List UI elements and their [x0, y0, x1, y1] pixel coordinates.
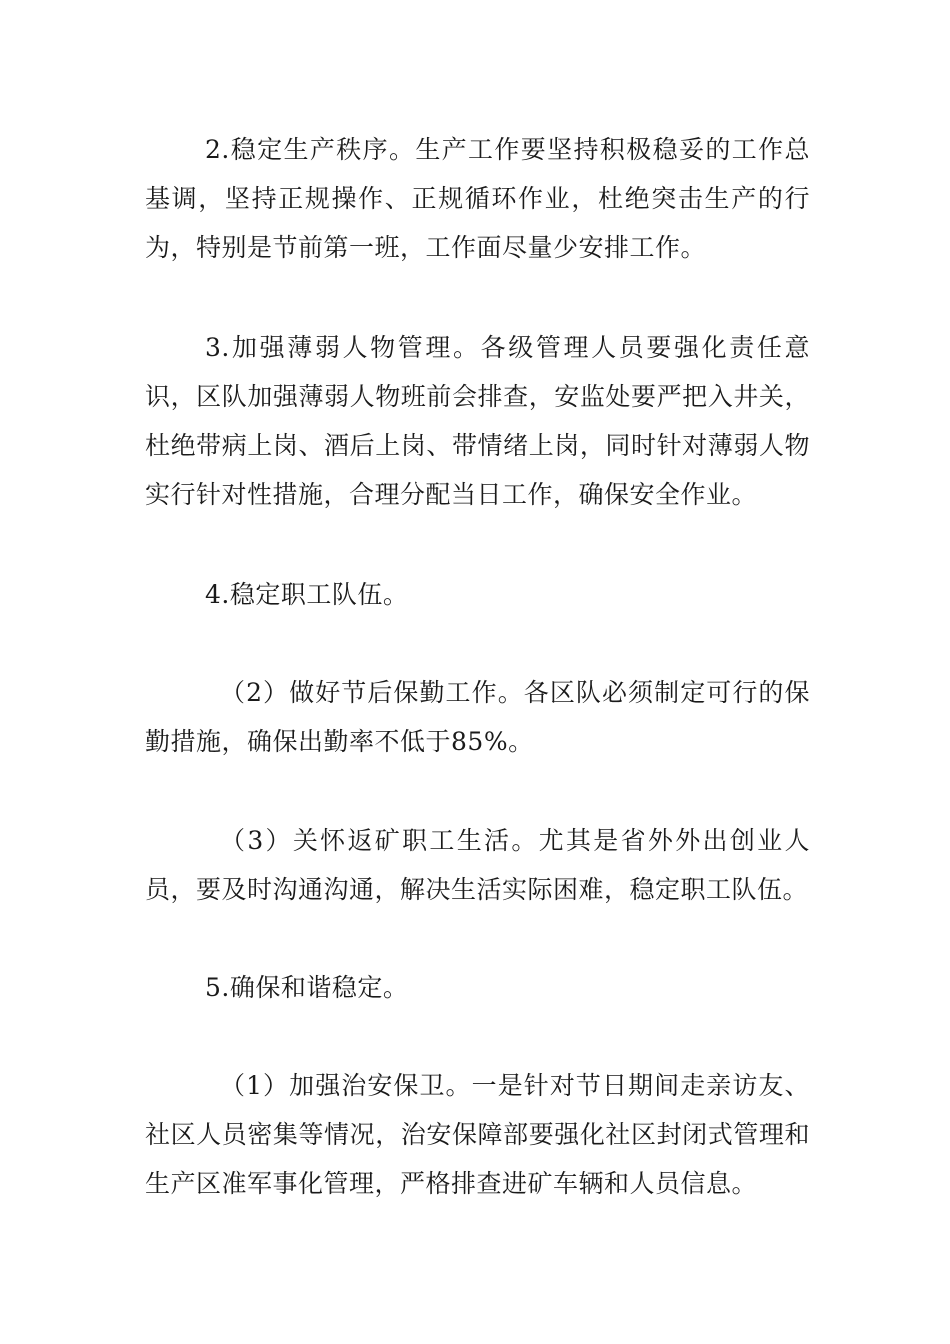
paragraph-worker-care: （3）关怀返矿职工生活。尤其是省外外出创业人员，要及时沟通沟通，解决生活实际困难，稳定职工队伍。	[145, 826, 810, 904]
paragraph-attendance: （2）做好节后保勤工作。各区队必须制定可行的保勤措施，确保出勤率不低于85%。	[145, 678, 810, 756]
paragraph-weak-personnel-management: 3.加强薄弱人物管理。各级管理人员要强化责任意识，区队加强薄弱人物班前会排查，安监处要严把入井关，杜绝带病上岗、酒后上岗、带情绪上岗，同时针对薄弱人物实行针对性措施，合理分配当日工作，确保安全作业。	[145, 333, 810, 509]
paragraph-stabilize-production: 2.稳定生产秩序。生产工作要坚持积极稳妥的工作总基调，坚持正规操作、正规循环作业，杜绝突击生产的行为，特别是节前第一班，工作面尽量少安排工作。	[145, 135, 810, 262]
heading-harmony-stability: 5.确保和谐稳定。	[205, 973, 409, 1002]
paragraph-security: （1）加强治安保卫。一是针对节日期间走亲访友、社区人员密集等情况，治安保障部要强化社区封闭式管理和生产区准军事化管理，严格排查进矿车辆和人员信息。	[145, 1071, 810, 1198]
heading-stabilize-workforce: 4.稳定职工队伍。	[205, 580, 409, 609]
